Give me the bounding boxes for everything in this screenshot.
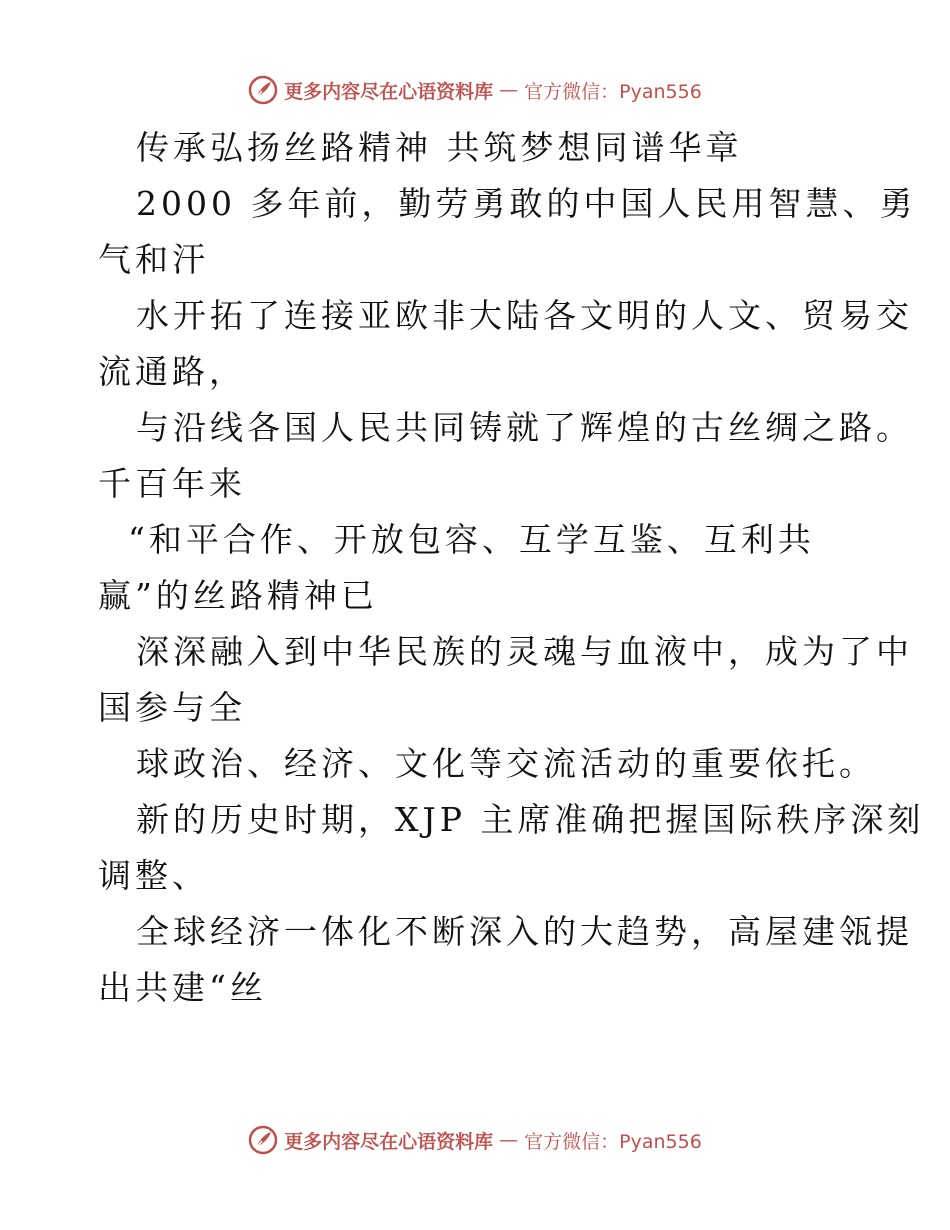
watermark-banner bbox=[248, 75, 702, 105]
page-header-banner bbox=[0, 70, 950, 110]
paragraph-line: 国参与全 bbox=[98, 688, 246, 727]
banner-wechat: 官方微信：Pyan556 bbox=[524, 80, 702, 103]
paragraph-line: 千百年来 bbox=[98, 464, 246, 503]
paragraph-line: 出共建“丝 bbox=[98, 968, 267, 1007]
paragraph-line: 深深融入到中华民族的灵魂与血液中，成为了中 bbox=[136, 632, 913, 671]
paragraph-line: 球政治、经济、文化等交流活动的重要依托。 bbox=[136, 744, 876, 783]
paragraph-line: 流通路， bbox=[98, 352, 246, 391]
document-body bbox=[98, 120, 925, 1016]
document-title: 传承弘扬丝路精神 共筑梦想同谱华章 bbox=[136, 128, 743, 167]
paragraph-line: 水开拓了连接亚欧非大陆各文明的人文、贸易交 bbox=[136, 296, 913, 335]
page-footer-banner bbox=[0, 1120, 950, 1160]
banner-text: 更多内容尽在心语资料库 bbox=[284, 1130, 494, 1153]
paragraph-line: 调整、 bbox=[98, 856, 209, 895]
feather-pen-icon bbox=[248, 75, 278, 105]
paragraph-line: 气和汗 bbox=[98, 240, 209, 279]
feather-pen-icon bbox=[248, 1125, 278, 1155]
paragraph-line: 2000 多年前，勤劳勇敢的中国人民用智慧、勇 bbox=[136, 184, 917, 223]
banner-wechat: 官方微信：Pyan556 bbox=[524, 1130, 702, 1153]
paragraph-line: “和平合作、开放包容、互学互鉴、互利共 bbox=[128, 520, 815, 559]
paragraph-line: 新的历史时期，XJP 主席准确把握国际秩序深刻 bbox=[136, 800, 925, 839]
paragraph-line: 全球经济一体化不断深入的大趋势，高屋建瓴提 bbox=[136, 912, 913, 951]
banner-dash: — bbox=[499, 1129, 519, 1151]
banner-dash: — bbox=[499, 79, 519, 101]
paragraph-line: 赢”的丝路精神已 bbox=[98, 576, 378, 615]
watermark-banner bbox=[248, 1125, 702, 1155]
paragraph-line: 与沿线各国人民共同铸就了辉煌的古丝绸之路。 bbox=[136, 408, 913, 447]
banner-text: 更多内容尽在心语资料库 bbox=[284, 80, 494, 103]
